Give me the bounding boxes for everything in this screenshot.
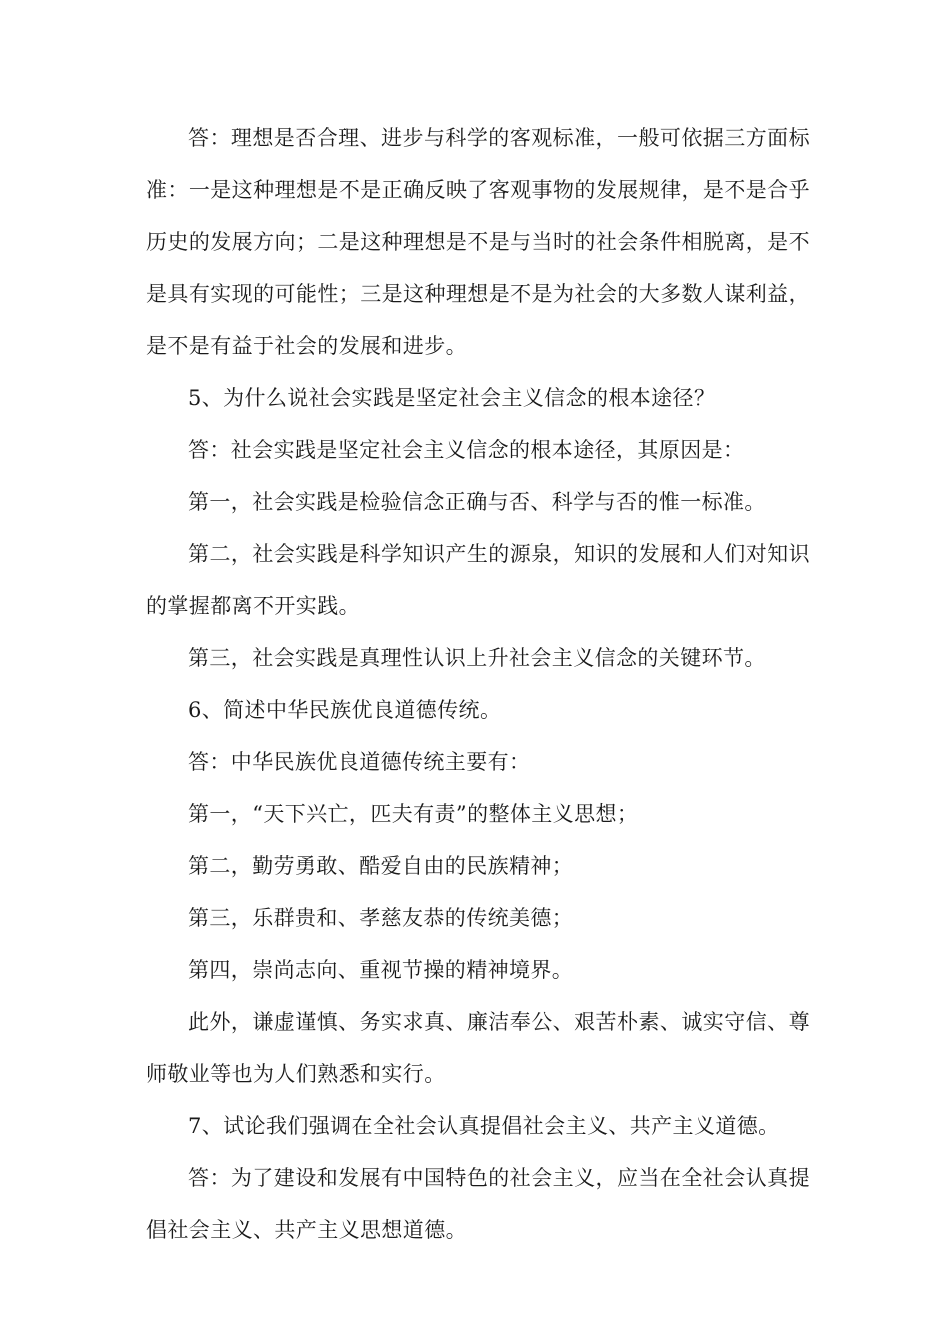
answer-7-paragraph: 答：为了建设和发展有中国特色的社会主义，应当在全社会认真提倡社会主义、共产主义思想道德。 <box>146 1166 810 1242</box>
answer-4-paragraph: 答：理想是否合理、进步与科学的客观标准，一般可依据三方面标准：一是这种理想是不是正确反映了客观事物的发展规律，是不是合乎历史的发展方向；二是这种理想是不是与当时的社会条件相脱离，是不是具有实现的可能性；三是这种理想是不是为社会的大多数人谋利益，是不是有益于社会的发展和进步。 <box>146 126 810 358</box>
answer-6-point-1: 第一，“天下兴亡，匹夫有责”的整体主义思想； <box>188 802 639 826</box>
answer-5-point-1: 第一，社会实践是检验信念正确与否、科学与否的惟一标准。 <box>188 490 766 514</box>
document-page <box>146 112 810 1256</box>
answer-6-additional: 此外，谦虚谨慎、务实求真、廉洁奉公、艰苦朴素、诚实守信、尊师敬业等也为人们熟悉和实行。 <box>146 1010 810 1086</box>
answer-6-intro: 答：中华民族优良道德传统主要有： <box>188 750 531 774</box>
answer-6-point-4: 第四，崇尚志向、重视节操的精神境界。 <box>188 958 574 982</box>
answer-5-point-2: 第二，社会实践是科学知识产生的源泉，知识的发展和人们对知识的掌握都离不开实践。 <box>146 542 810 618</box>
question-5-heading: 5、为什么说社会实践是坚定社会主义信念的根本途径？ <box>188 386 716 410</box>
answer-5-intro: 答：社会实践是坚定社会主义信念的根本途径，其原因是： <box>188 438 745 462</box>
question-7-heading: 7、试论我们强调在全社会认真提倡社会主义、共产主义道德。 <box>188 1114 780 1138</box>
question-6-heading: 6、简述中华民族优良道德传统。 <box>188 698 502 722</box>
answer-5-point-3: 第三，社会实践是真理性认识上升社会主义信念的关键环节。 <box>188 646 766 670</box>
answer-6-point-2: 第二，勤劳勇敢、酷爱自由的民族精神； <box>188 854 574 878</box>
answer-6-point-3: 第三，乐群贵和、孝慈友恭的传统美德； <box>188 906 574 930</box>
